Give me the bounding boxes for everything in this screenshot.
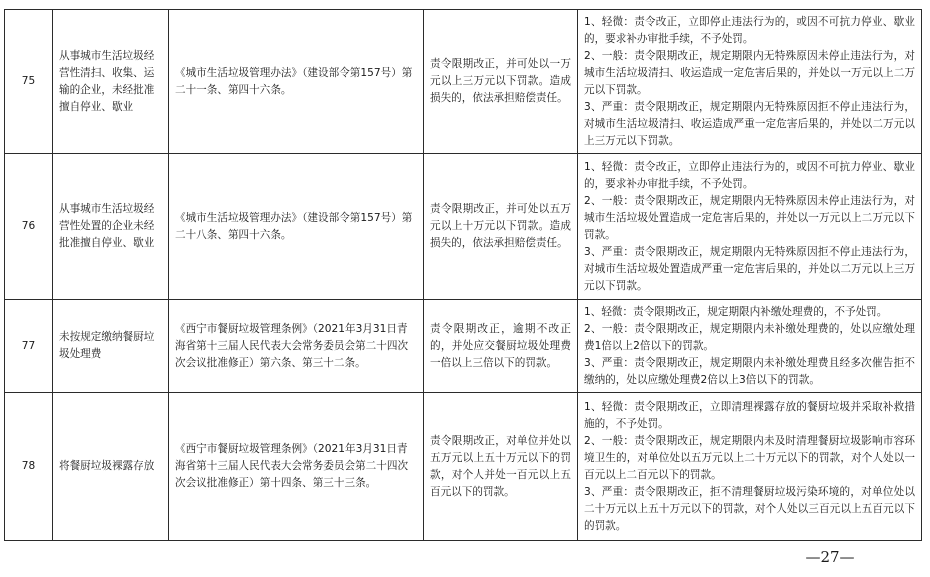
table-row [5,10,922,154]
standard-serious: 3、严重：责令限期改正，规定期限内无特殊原因拒不停止违法行为，对城市生活垃圾处置造成严重一定危害后果的，并处以二万元以上三万元以下罚款。 [584,245,915,292]
standard-general: 2、一般：责令限期改正，规定期限内无特殊原因未停止违法行为，对城市生活垃圾处置造成一定危害后果的，并处以一万元以上二万元以下罚款。 [584,194,915,241]
violation-description: 未按规定缴纳餐厨垃圾处理费 [53,300,169,393]
violation-description: 将餐厨垃圾裸露存放 [53,393,169,541]
discretion-standards [578,10,922,154]
row-number: 75 [5,10,53,154]
standard-general: 2、一般：责令限期改正，规定期限内未及时清理餐厨垃圾影响市容环境卫生的，对单位处以五万元以上二十万元以下的罚款，对个人处以一百元以上二百元以下的罚款。 [584,434,915,481]
discretion-standards [578,300,922,393]
statutory-penalty: 责令限期改正，对单位并处以五万元以上五十万元以下的罚款，对个人并处一百元以上五百元以下的罚款。 [424,393,578,541]
violation-description: 从事城市生活垃圾经营性清扫、收集、运输的企业，未经批准擅自停业、歇业 [53,10,169,154]
table-row [5,300,922,393]
page-number: —27— [805,548,855,566]
row-number: 77 [5,300,53,393]
row-number: 78 [5,393,53,541]
standard-serious: 3、严重：责令限期改正，拒不清理餐厨垃圾污染环境的，对单位处以二十万元以上五十万元以下的罚款，对个人处以三百元以上五百元以下的罚款。 [584,485,915,532]
standard-serious: 3、严重：责令限期改正，规定期限内无特殊原因拒不停止违法行为，对城市生活垃圾清扫、收运造成严重一定危害后果的，并处以二万元以上三万元以下罚款。 [584,100,915,147]
legal-basis: 《西宁市餐厨垃圾管理条例》（2021年3月31日青海省第十三届人民代表大会常务委员会第二十四次次会议批准修正）第六条、第三十二条。 [169,300,424,393]
statutory-penalty: 责令限期改正，并可处以一万元以上三万元以下罚款。造成损失的，依法承担赔偿责任。 [424,10,578,154]
legal-basis: 《城市生活垃圾管理办法》（建设部令第157号）第二十八条、第四十六条。 [169,154,424,300]
standard-minor: 1、轻微：责令改正，立即停止违法行为的，或因不可抗力停业、歇业的，要求补办审批手续，不予处罚。 [584,15,915,45]
standard-minor: 1、轻微：责令改正，立即停止违法行为的，或因不可抗力停业、歇业的，要求补办审批手续，不予处罚。 [584,160,915,190]
table-row [5,154,922,300]
legal-basis: 《城市生活垃圾管理办法》（建设部令第157号）第二十一条、第四十六条。 [169,10,424,154]
legal-basis: 《西宁市餐厨垃圾管理条例》（2021年3月31日青海省第十三届人民代表大会常务委员会第二十四次次会议批准修正）第十四条、第三十三条。 [169,393,424,541]
statutory-penalty: 责令限期改正，并可处以五万元以上十万元以下罚款。造成损失的，依法承担赔偿责任。 [424,154,578,300]
standard-general: 2、一般：责令限期改正，规定期限内无特殊原因未停止违法行为，对城市生活垃圾清扫、收运造成一定危害后果的，并处以一万元以上二万元以下罚款。 [584,49,915,96]
standard-general: 2、一般：责令限期改正，规定期限内未补缴处理费的，处以应缴处理费1倍以上2倍以下的罚款。 [584,322,915,352]
discretion-standards [578,393,922,541]
standard-minor: 1、轻微：责令限期改正，立即清理裸露存放的餐厨垃圾并采取补救措施的，不予处罚。 [584,400,915,430]
standard-minor: 1、轻微：责令限期改正，规定期限内补缴处理费的，不予处罚。 [584,305,888,318]
statutory-penalty: 责令限期改正，逾期不改正的，并处应交餐厨垃圾处理费一倍以上三倍以下的罚款。 [424,300,578,393]
table-row [5,393,922,541]
standard-serious: 3、严重：责令限期改正，规定期限内未补缴处理费且经多次催告拒不缴纳的，处以应缴处理费2倍以上3倍以下的罚款。 [584,356,915,386]
row-number: 76 [5,154,53,300]
violation-description: 从事城市生活垃圾经营性处置的企业未经批准擅自停业、歇业 [53,154,169,300]
discretion-standards [578,154,922,300]
penalty-standards-table [4,9,922,541]
